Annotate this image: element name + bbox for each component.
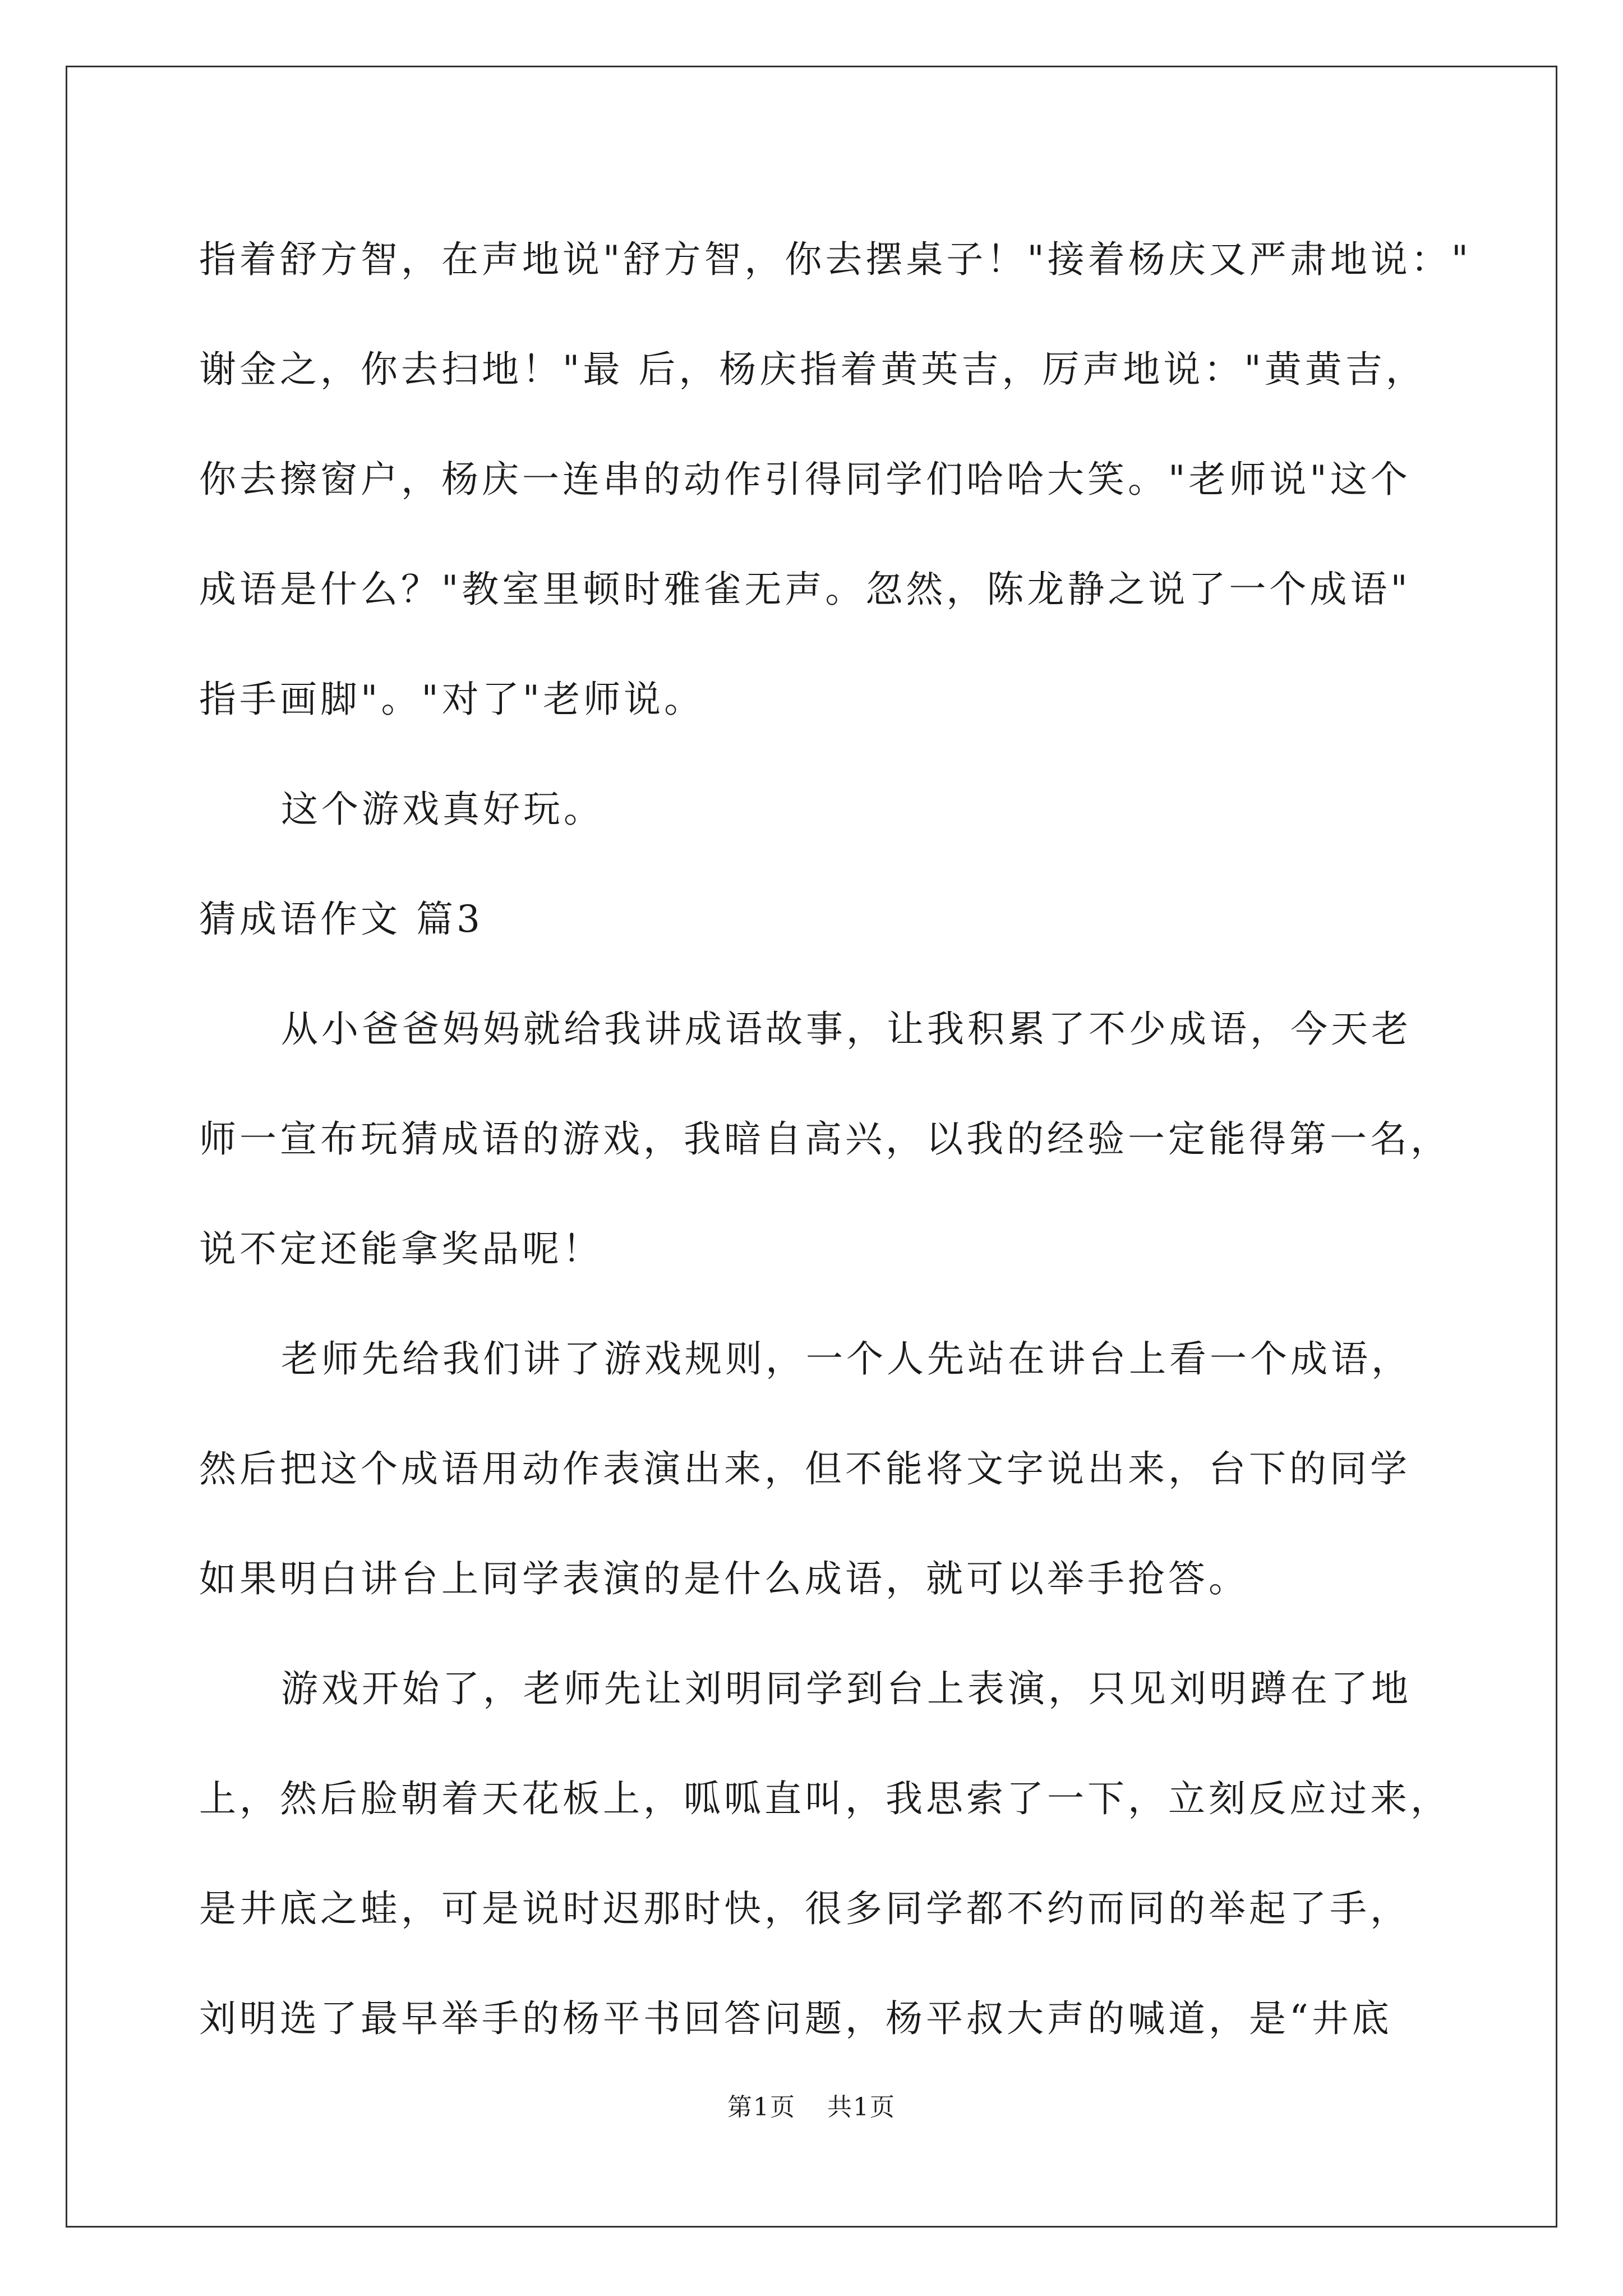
page-total: 共1页 bbox=[827, 2093, 896, 2122]
text-line: 是井底之蛙，可是说时迟那时快，很多同学都不约而同的举起了手， bbox=[199, 1887, 1410, 1930]
text-line: 上，然后脸朝着天花板上，呱呱直叫，我思索了一下，立刻反应过来， bbox=[199, 1777, 1451, 1820]
document-body bbox=[199, 205, 1472, 2074]
page-number: 第1页 bbox=[727, 2093, 796, 2122]
text-line: 然后把这个成语用动作表演出来，但不能将文字说出来，台下的同学 bbox=[199, 1447, 1410, 1490]
text-line: 从小爸爸妈妈就给我讲成语故事，让我积累了不少成语，今天老 bbox=[281, 1007, 1412, 1051]
text-line: 说不定还能拿奖品呢！ bbox=[199, 1227, 603, 1271]
text-line: 老师先给我们讲了游戏规则，一个人先站在讲台上看一个成语， bbox=[281, 1337, 1412, 1381]
text-line: 指着舒方智，在声地说"舒方智，你去摆桌子！"接着杨庆又严肃地说：" bbox=[199, 238, 1472, 281]
page-footer bbox=[0, 2087, 1623, 2123]
text-line: 如果明白讲台上同学表演的是什么成语，就可以举手抢答。 bbox=[199, 1557, 1249, 1600]
text-line: 谢金之，你去扫地！"最 后，杨庆指着黄英吉，厉声地说："黄黄吉， bbox=[199, 348, 1426, 391]
section-heading: 猜成语作文 篇3 bbox=[199, 898, 483, 941]
text-line: 成语是什么？"教室里顿时雅雀无声。忽然，陈龙静之说了一个成语" bbox=[199, 568, 1411, 611]
text-line: 游戏开始了，老师先让刘明同学到台上表演，只见刘明蹲在了地 bbox=[281, 1667, 1412, 1710]
text-line: 刘明选了最早举手的杨平书回答问题，杨平叔大声的喊道，是“井底 bbox=[199, 1997, 1393, 2040]
text-line: 这个游戏真好玩。 bbox=[281, 788, 604, 831]
text-line: 指手画脚"。"对了"老师说。 bbox=[199, 678, 705, 721]
text-line: 师一宣布玩猜成语的游戏，我暗自高兴，以我的经验一定能得第一名， bbox=[199, 1117, 1451, 1161]
text-line: 你去擦窗户，杨庆一连串的动作引得同学们哈哈大笑。"老师说"这个 bbox=[199, 458, 1411, 501]
